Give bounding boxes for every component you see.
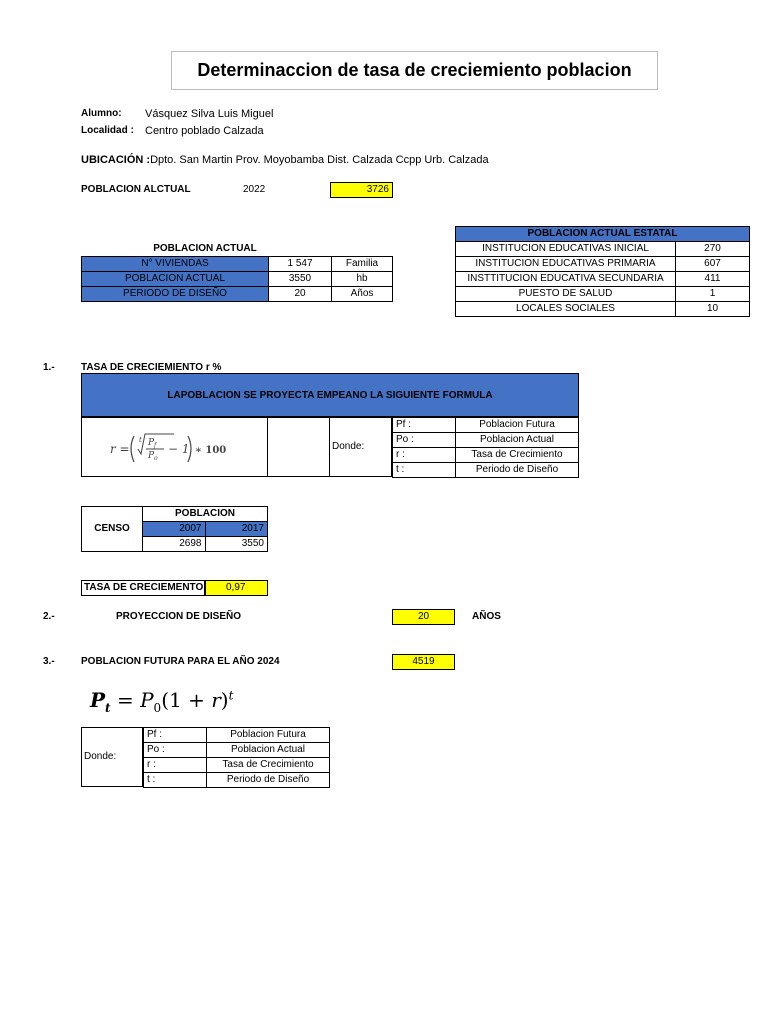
censo-heading: POBLACION	[143, 507, 268, 522]
location-value: Dpto. San Martin Prov. Moyobamba Dist. Calzada Ccpp Urb. Calzada	[150, 154, 489, 166]
current-pop-value: 3726	[330, 182, 393, 198]
table-row	[456, 302, 750, 317]
table-cell: Pf :	[393, 418, 456, 433]
table-cell: 607	[676, 257, 750, 272]
table-cell: t :	[144, 773, 207, 788]
table-row	[82, 507, 268, 522]
state-pop-table	[455, 226, 750, 317]
table-cell: 10	[676, 302, 750, 317]
table-cell: 3550	[269, 272, 332, 287]
section1-label: TASA DE CRECIEMIENTO r %	[81, 362, 222, 373]
formula-spacer	[268, 417, 330, 477]
table-cell: 2017	[205, 522, 268, 537]
section1-number: 1.-	[43, 362, 55, 373]
student-label: Alumno:	[81, 108, 122, 119]
student-value: Vásquez Silva Luis Miguel	[145, 108, 274, 120]
current-pop-table	[81, 256, 393, 302]
table-row	[82, 287, 393, 302]
section2-value: 20	[392, 609, 455, 625]
table-cell: r :	[144, 758, 207, 773]
table-row	[456, 227, 750, 242]
table-cell: 3550	[205, 537, 268, 552]
table-row	[144, 728, 330, 743]
censo-table	[81, 506, 268, 552]
table-row	[82, 272, 393, 287]
table-row	[456, 242, 750, 257]
svg-text:r =: r =	[110, 442, 130, 456]
table-row	[144, 743, 330, 758]
table-cell: 1	[676, 287, 750, 302]
legend-table-2	[143, 727, 330, 788]
table-cell: Poblacion Futura	[207, 728, 330, 743]
table-cell: Familia	[332, 257, 393, 272]
svg-text:− 1: − 1	[168, 442, 190, 456]
table-cell: PUESTO DE SALUD	[456, 287, 676, 302]
section2-unit: AÑOS	[472, 611, 501, 622]
table-cell: POBLACION ACTUAL	[82, 272, 269, 287]
table-cell: Poblacion Actual	[456, 433, 579, 448]
table-cell: Años	[332, 287, 393, 302]
table-cell: Tasa de Crecimiento	[207, 758, 330, 773]
table-cell: 2698	[143, 537, 206, 552]
table-row	[393, 463, 579, 478]
growth-formula	[81, 417, 268, 477]
current-pop-label: POBLACION ALCTUAL	[81, 184, 191, 195]
svg-text:∗ 100: ∗ 100	[195, 445, 227, 456]
growth-rate-label: TASA DE CRECIEMENTO	[81, 580, 205, 596]
table-cell: Tasa de Crecimiento	[456, 448, 579, 463]
section2-number: 2.-	[43, 611, 55, 622]
future-pop-formula: $P_t = P_0(1 + r)^t$	[90, 688, 234, 715]
table-cell: Periodo de Diseño	[456, 463, 579, 478]
growth-rate-value: 0,97	[205, 580, 268, 596]
table-cell: t :	[393, 463, 456, 478]
table-cell: PERIODO DE DISEÑO	[82, 287, 269, 302]
svg-text:o: o	[154, 455, 158, 462]
table-cell: hb	[332, 272, 393, 287]
table-row	[456, 257, 750, 272]
table-cell: LOCALES SOCIALES	[456, 302, 676, 317]
table-cell: Po :	[144, 743, 207, 758]
table-cell: 411	[676, 272, 750, 287]
svg-text:P: P	[148, 451, 155, 461]
table-cell: N° VIVIENDAS	[82, 257, 269, 272]
locality-value: Centro poblado Calzada	[145, 125, 264, 137]
table-cell: INSTTITUCION EDUCATIVA SECUNDARIA	[456, 272, 676, 287]
table-row	[393, 433, 579, 448]
table-cell: Periodo de Diseño	[207, 773, 330, 788]
table-cell: INSTITUCION EDUCATIVAS INICIAL	[456, 242, 676, 257]
table-cell: Pf :	[144, 728, 207, 743]
table-row	[82, 257, 393, 272]
svg-text:t: t	[139, 436, 142, 444]
page-title: Determinaccion de tasa de creciemiento poblacion	[171, 51, 658, 90]
location-label: UBICACIÓN :	[81, 154, 151, 166]
table-cell: Poblacion Actual	[207, 743, 330, 758]
table-cell: 2007	[143, 522, 206, 537]
current-table-heading: POBLACION ACTUAL	[153, 243, 257, 254]
table-cell: INSTITUCION EDUCATIVAS PRIMARIA	[456, 257, 676, 272]
table-cell: 1 547	[269, 257, 332, 272]
censo-label: CENSO	[82, 507, 143, 552]
location-line	[81, 154, 489, 166]
table-row	[456, 272, 750, 287]
svg-text:f: f	[154, 442, 157, 449]
table-cell: 270	[676, 242, 750, 257]
current-pop-year: 2022	[243, 184, 266, 195]
section2-label: PROYECCION DE DISEÑO	[116, 611, 242, 622]
section3-number: 3.-	[43, 656, 55, 667]
growth-formula-graphic	[82, 418, 267, 476]
svg-text:P: P	[148, 438, 155, 448]
table-row	[393, 448, 579, 463]
table-cell: 20	[269, 287, 332, 302]
formula-header: LAPOBLACION SE PROYECTA EMPEANO LA SIGUIENTE FORMULA	[81, 373, 579, 417]
table-row	[144, 773, 330, 788]
locality-label: Localidad :	[81, 125, 134, 136]
table-cell: Poblacion Futura	[456, 418, 579, 433]
table-cell: r :	[393, 448, 456, 463]
section3-value: 4519	[392, 654, 455, 670]
table-row	[144, 758, 330, 773]
donde-label-2: Donde:	[81, 727, 143, 787]
table-row	[393, 418, 579, 433]
state-table-heading: POBLACION ACTUAL ESTATAL	[456, 227, 750, 242]
donde-label-1: Donde:	[330, 417, 392, 477]
table-cell: Po :	[393, 433, 456, 448]
table-row	[456, 287, 750, 302]
legend-table-1	[392, 417, 579, 478]
section3-label: POBLACION FUTURA PARA EL AÑO 2024	[81, 656, 280, 667]
